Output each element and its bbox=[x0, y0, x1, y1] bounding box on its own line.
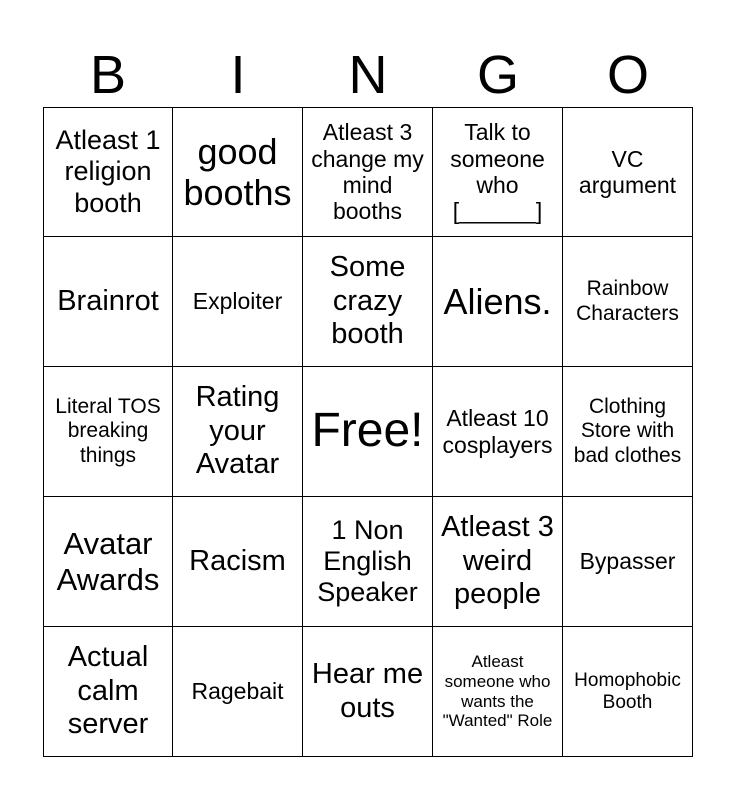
bingo-cell[interactable] bbox=[43, 367, 173, 497]
header-letter-b: B bbox=[89, 45, 127, 105]
cell-text: Bypasser bbox=[579, 548, 676, 575]
cell-text: Talk to someone who [______] bbox=[450, 119, 545, 225]
cell-text: Atleast 3 change my mind booths bbox=[311, 119, 424, 225]
bingo-cell[interactable] bbox=[303, 237, 433, 367]
header-letter-n: N bbox=[348, 45, 388, 105]
cell-text: VC argument bbox=[578, 145, 677, 198]
cell-text: Free! bbox=[311, 404, 424, 458]
bingo-cell[interactable] bbox=[433, 107, 563, 237]
bingo-cell[interactable] bbox=[43, 237, 173, 367]
bingo-cell[interactable] bbox=[43, 497, 173, 627]
header-letter-i: I bbox=[230, 45, 246, 105]
cell-text: Atleast someone who wants the "Wanted" Role bbox=[442, 652, 553, 731]
bingo-cell[interactable] bbox=[43, 107, 173, 237]
bingo-cell[interactable] bbox=[563, 237, 693, 367]
bingo-header bbox=[43, 44, 693, 106]
cell-text: Rainbow Characters bbox=[576, 277, 679, 325]
bingo-cell[interactable] bbox=[563, 627, 693, 757]
cell-text: Exploiter bbox=[192, 288, 283, 315]
cell-text: Atleast 10 cosplayers bbox=[442, 405, 553, 458]
cell-text: good booths bbox=[183, 130, 292, 213]
bingo-cell[interactable] bbox=[433, 367, 563, 497]
bingo-cell[interactable] bbox=[173, 107, 303, 237]
cell-text: Ragebait bbox=[191, 678, 284, 705]
cell-text: Avatar Awards bbox=[56, 525, 160, 597]
cell-text: Brainrot bbox=[57, 284, 159, 317]
cell-text: Clothing Store with bad clothes bbox=[573, 395, 682, 467]
bingo-cell[interactable] bbox=[563, 367, 693, 497]
cell-text: Rating your Avatar bbox=[195, 381, 280, 481]
cell-text: Actual calm server bbox=[67, 641, 149, 741]
bingo-cell[interactable] bbox=[173, 237, 303, 367]
bingo-cell[interactable] bbox=[173, 367, 303, 497]
bingo-cell[interactable] bbox=[173, 497, 303, 627]
cell-text: Racism bbox=[189, 544, 286, 577]
header-letter-o: O bbox=[606, 45, 649, 105]
bingo-cell[interactable] bbox=[303, 627, 433, 757]
cell-text: Hear me outs bbox=[311, 658, 424, 724]
bingo-cell[interactable] bbox=[303, 107, 433, 237]
bingo-cell[interactable] bbox=[303, 497, 433, 627]
bingo-cell-free[interactable] bbox=[303, 367, 433, 497]
cell-text: Atleast 3 weird people bbox=[441, 511, 554, 611]
cell-text: 1 Non English Speaker bbox=[317, 514, 418, 608]
cell-text: Aliens. bbox=[443, 280, 552, 322]
cell-text: Atleast 1 religion booth bbox=[55, 125, 161, 218]
bingo-cell[interactable] bbox=[433, 237, 563, 367]
header-letter-g: G bbox=[476, 45, 519, 105]
bingo-board bbox=[43, 107, 693, 757]
bingo-cell[interactable] bbox=[433, 497, 563, 627]
bingo-cell[interactable] bbox=[563, 107, 693, 237]
cell-text: Some crazy booth bbox=[329, 251, 406, 351]
bingo-cell[interactable] bbox=[173, 627, 303, 757]
bingo-cell[interactable] bbox=[563, 497, 693, 627]
bingo-cell[interactable] bbox=[43, 627, 173, 757]
cell-text: Literal TOS breaking things bbox=[55, 395, 161, 467]
bingo-cell[interactable] bbox=[433, 627, 563, 757]
cell-text: Homophobic Booth bbox=[574, 669, 681, 713]
